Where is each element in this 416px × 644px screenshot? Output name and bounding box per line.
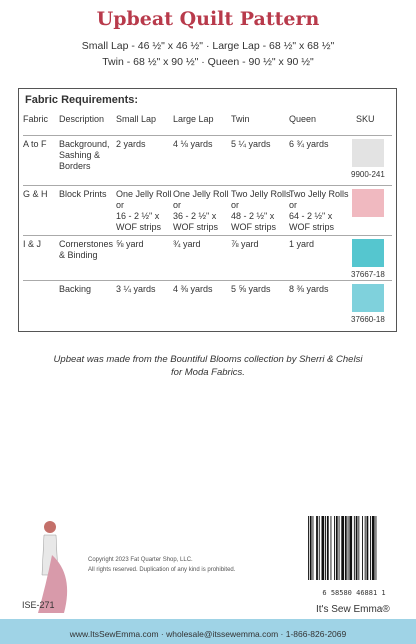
barcode-bar [308, 516, 309, 580]
cell-small: One Jelly Roll or 16 - 2 ½" x WOF strips [116, 189, 172, 232]
row-divider [23, 280, 392, 281]
barcode-bar [310, 516, 312, 580]
credit-line-1: Upbeat was made from the Bountiful Blooms collection by Sherri & Chelsi [53, 354, 363, 365]
cell-twin: Two Jelly Rolls or 48 - 2 ½" x WOF strips [231, 189, 291, 232]
brand-name: It's Sew Emma® [316, 604, 390, 615]
copyright-line-1: Copyright 2023 Fat Quarter Shop, LLC. [88, 557, 193, 563]
barcode-bar [339, 516, 340, 580]
collection-credit [40, 353, 376, 379]
cell-small: 2 yards [116, 139, 146, 149]
barcode-bar [367, 516, 369, 580]
barcode-bar [325, 516, 326, 580]
size-line-2: Twin - 68 ½" x 90 ½" · Queen - 90 ½" x 90 ½" [102, 56, 314, 68]
cell-description: Block Prints [59, 189, 107, 199]
barcode-bar [370, 516, 371, 580]
footer-contact: www.ItsSewEmma.com · wholesale@itssewemma.com · 1-866-826-2069 [69, 629, 347, 639]
credit-line-2: for Moda Fabrics. [171, 367, 245, 378]
cell-fabric: I & J [23, 239, 42, 249]
sku-label: 37667-18 [351, 270, 385, 279]
pattern-number: ISE-271 [22, 600, 55, 610]
cell-large: ¾ yard [173, 239, 201, 249]
header-queen: Queen [289, 114, 317, 124]
barcode-bar [349, 516, 352, 580]
barcode-bar [354, 516, 355, 580]
page-title: Upbeat Quilt Pattern [96, 8, 320, 30]
barcode-bar [331, 516, 332, 580]
barcode-digits: 6 58580 46881 1 [322, 589, 386, 597]
header-description: Description [59, 114, 105, 124]
barcode-bar [345, 516, 347, 580]
fabric-swatch [352, 239, 384, 267]
fabric-swatch [352, 139, 384, 167]
fabric-swatch [352, 189, 384, 217]
cell-large: One Jelly Roll or 36 - 2 ½" x WOF strips [173, 189, 229, 232]
barcode-bar [341, 516, 344, 580]
barcode-bar [313, 516, 314, 580]
barcode [302, 512, 406, 600]
cell-large: 4 ⅛ yards [173, 139, 213, 149]
barcode-bar [372, 516, 375, 580]
barcode-bar [358, 516, 359, 580]
cell-queen: 6 ¾ yards [289, 139, 329, 149]
cell-twin: 5 ¼ yards [231, 139, 271, 149]
barcode-bar [365, 516, 366, 580]
header-small-lap: Small Lap [116, 114, 157, 124]
barcode-bar [376, 516, 377, 580]
cell-small: 3 ¼ yards [116, 284, 156, 294]
cell-description: Background, Sashing & Borders [59, 139, 110, 171]
barcode-bar [362, 516, 363, 580]
cell-fabric: G & H [23, 189, 48, 199]
header-fabric: Fabric [23, 114, 49, 124]
cell-queen: 8 ⅜ yards [289, 284, 329, 294]
cell-description: Backing [59, 284, 92, 294]
cell-twin: 5 ⅝ yards [231, 284, 271, 294]
barcode-bar [327, 516, 329, 580]
cell-small: ⅝ yard [116, 239, 144, 249]
barcode-bar [356, 516, 358, 580]
barcode-bar [319, 516, 320, 580]
table-heading: Fabric Requirements: [25, 94, 139, 106]
cell-large: 4 ⅜ yards [173, 284, 213, 294]
row-divider [23, 185, 392, 186]
sku-label: 37660-18 [351, 315, 385, 324]
cell-twin: ⅞ yard [231, 239, 259, 249]
sku-label: 9900-241 [351, 170, 385, 179]
fabric-table [18, 88, 397, 332]
barcode-bars [302, 512, 406, 584]
cell-fabric: A to F [23, 139, 47, 149]
barcode-bar [334, 516, 335, 580]
header-sku: SKU [356, 114, 375, 124]
barcode-bar [322, 516, 325, 580]
row-divider [23, 235, 392, 236]
cell-queen: Two Jelly Rolls or 64 - 2 ½" x WOF strips [289, 189, 349, 232]
size-line-1: Small Lap - 46 ½" x 46 ½" · Large Lap - 68 ½" x 68 ½" [81, 40, 335, 52]
cell-description: Cornerstones & Binding [59, 239, 114, 260]
barcode-bar [336, 516, 338, 580]
barcode-bar [316, 516, 318, 580]
size-list [0, 38, 416, 70]
copyright-line-2: All rights reserved. Duplication of any kind is prohibited. [88, 567, 236, 573]
cell-queen: 1 yard [289, 239, 315, 249]
header-twin: Twin [231, 114, 250, 124]
copyright-notice [88, 555, 235, 575]
barcode-bar [348, 516, 349, 580]
row-divider [23, 135, 392, 136]
fabric-swatch [352, 284, 384, 312]
header-large-lap: Large Lap [173, 114, 214, 124]
